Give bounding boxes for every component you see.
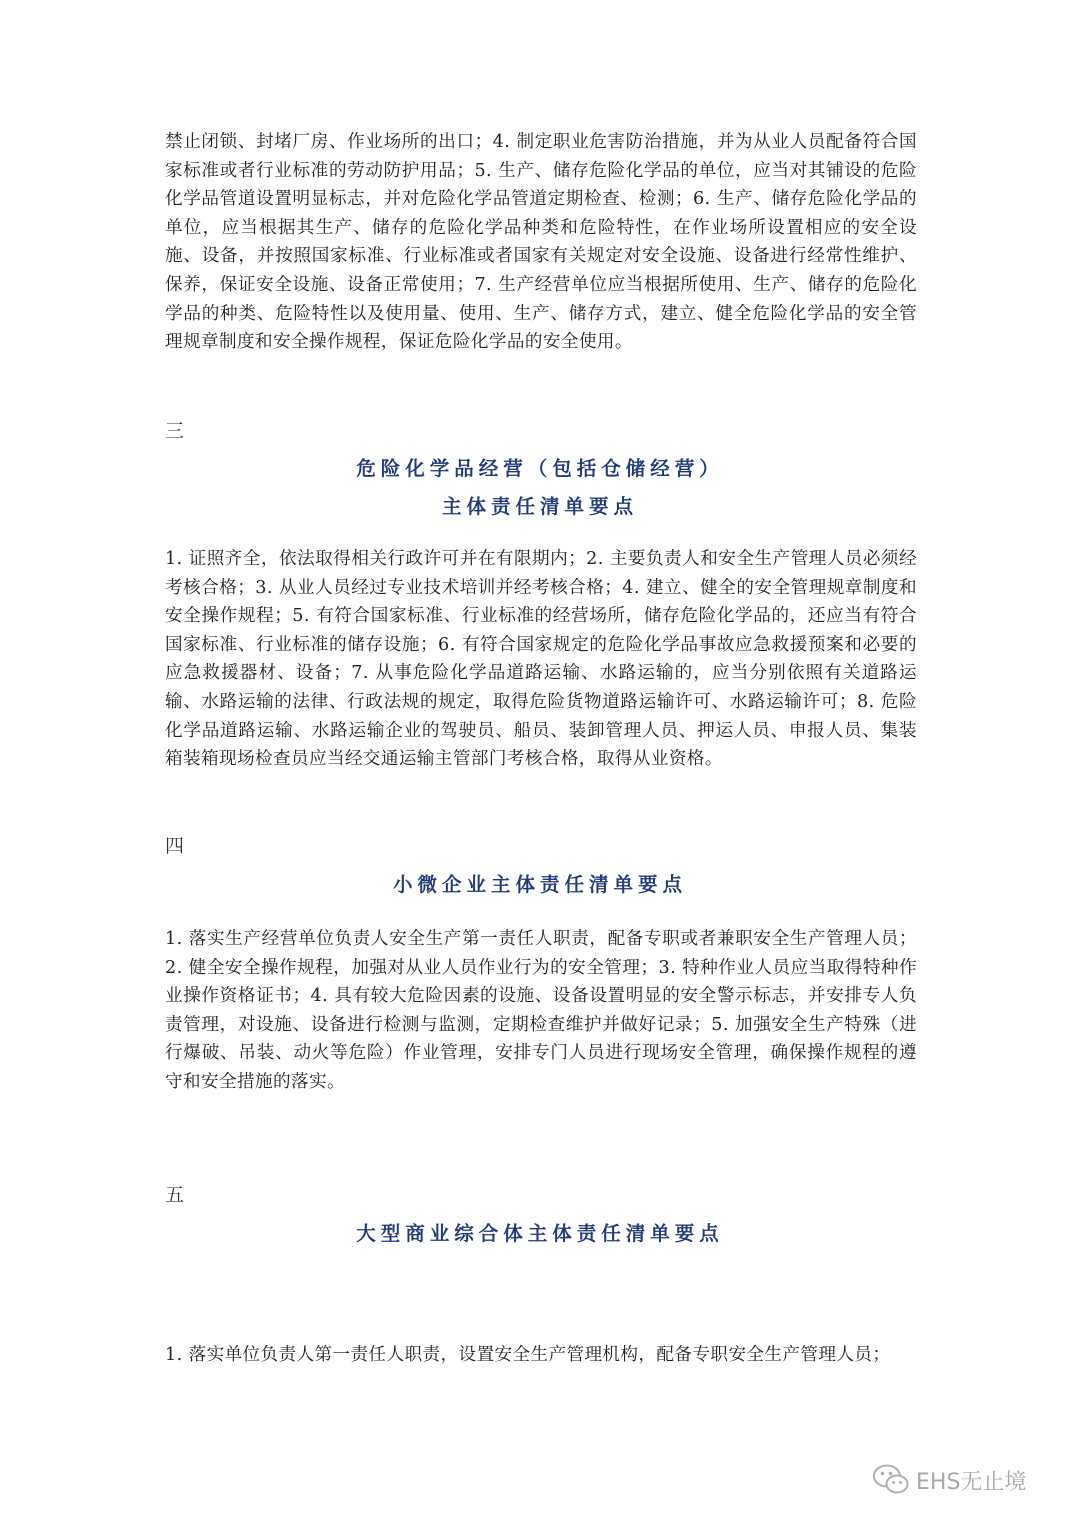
section-3-body: 1. 证照齐全，依法取得相关行政许可并在有限期内；2. 主要负责人和安全生产管理人员必须经考核合格；3. 从业人员经过专业技术培训并经考核合格；4. 建立、健全的安全管理规章制度和安全操作规程；5. 有符合国家标准、行业标准的经营场所，储存危险化学品的，还应当有符合国家标准、行业标准的储存设施；6. 有符合国家规定的危险化学品事故应急救援预案和必要的应急救援器材、设备；7. 从事危险化学品道路运输、水路运输的，应当分别依照有关道路运输、水路运输的法律、行政法规的规定，取得危险货物道路运输许可、水路运输许可；8. 危险化学品道路运输、水路运输企业的驾驶员、船员、装卸管理人员、押运人员、申报人员、集装箱装箱现场检查员应当经交通运输主管部门考核合格，取得从业资格。 <box>165 549 917 770</box>
wechat-icon <box>872 1463 910 1497</box>
watermark-text: EHS无止境 <box>916 1469 1027 1495</box>
section-5-numeral: 五 <box>165 1184 185 1206</box>
watermark <box>872 1460 1026 1500</box>
section-4-numeral: 四 <box>165 835 185 857</box>
intro-paragraph: 禁止闭锁、封堵厂房、作业场所的出口；4. 制定职业危害防治措施，并为从业人员配备符合国家标准或者行业标准的劳动防护用品；5. 生产、储存危险化学品的单位，应当对其铺设的危险化学品管道设置明显标志，并对危险化学品管道定期检查、检测；6. 生产、储存危险化学品的单位，应当根据其生产、储存的危险化学品种类和危险特性，在作业场所设置相应的安全设施、设备，并按照国家标准、行业标准或者国家有关规定对安全设施、设备进行经常性维护、保养，保证安全设施、设备正常使用；7. 生产经营单位应当根据所使用、生产、储存的危险化学品的种类、危险特性以及使用量、使用、生产、储存方式，建立、健全危险化学品的安全管理规章制度和安全操作规程，保证危险化学品的安全使用。 <box>165 132 917 353</box>
section-4-body: 1. 落实生产经营单位负责人安全生产第一责任人职责，配备专职或者兼职安全生产管理人员；2. 健全安全操作规程，加强对从业人员作业行为的安全管理；3. 特种作业人员应当取得特种作业操作资格证书；4. 具有较大危险因素的设施、设备设置明显的安全警示标志，并安排专人负责管理，对设施、设备进行检测与监测，定期检查维护并做好记录；5. 加强安全生产特殊（进行爆破、吊装、动火等危险）作业管理，安排专门人员进行现场安全管理，确保操作规程的遵守和安全措施的落实。 <box>165 929 917 1092</box>
section-3-title-line1: 危险化学品经营（包括仓储经营） <box>356 457 724 480</box>
section-3-title-line2: 主体责任清单要点 <box>441 495 638 518</box>
section-5-body: 1. 落实单位负责人第一责任人职责，设置安全生产管理机构，配备专职安全生产管理人员； <box>165 1345 891 1365</box>
section-5-title: 大型商业综合体主体责任清单要点 <box>356 1222 724 1245</box>
section-3-numeral: 三 <box>165 420 185 442</box>
section-4-title: 小微企业主体责任清单要点 <box>392 873 687 896</box>
